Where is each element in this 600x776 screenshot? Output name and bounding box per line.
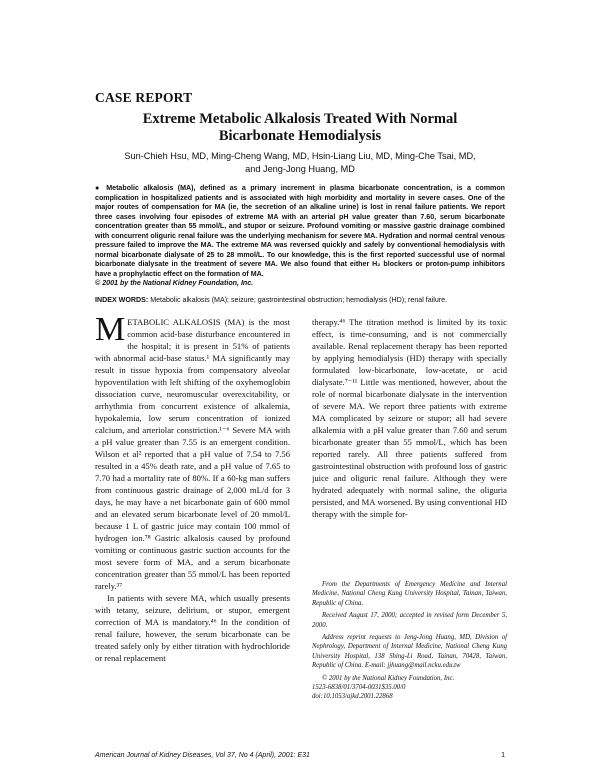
body-paragraph-3: therapy.⁴⁶ The titration method is limited by its toxic effect, is time-consuming, and is not commercially available. Renal replacement therapy has been reported by applying hemodialysis (HD) therapy with specially formulated low-bicarbonate, low-acetate, or acid dialysate.⁷⁻¹¹ Little was mentioned, however, about the role of normal bicarbonate dialysate in the intervention of severe MA. We report three patients with extreme MA complicated by seizure or stupor; all had severe alkalemia with a pH value greater than 7.60 and serum bicarbonate greater than 55 mmol/L, which has been reported rarely. All three patients suffered from gastrointestinal obstruction with profound loss of gastric juice and oliguric renal failure. Although they were hydrated adequately with normal saline, the oliguria persisted, and MA worsened. By using conventional HD therapy with the simple for- bbox=[312, 317, 507, 519]
footnote-copyright-text: © 2001 by the National Kidney Foundation, Inc. bbox=[322, 674, 455, 682]
body-paragraph-2: In patients with severe MA, which usually presents with tetany, seizure, delirium, or stupor, emergent correction of MA is mandatory.⁴⁶ In the condition of renal failure, however, the serum bicarbonate can be treated safely only by either titration with hydrochloride or renal replacement bbox=[95, 593, 290, 663]
index-words-text: Metabolic alkalosis (MA); seizure; gastrointestinal obstruction; hemodialysis (HD); renal failure. bbox=[150, 296, 448, 304]
abstract bbox=[95, 184, 505, 289]
lead-in: ETABOLIC ALKALOSIS bbox=[127, 317, 221, 327]
article-title bbox=[95, 111, 505, 145]
footnote-copyright bbox=[312, 674, 507, 702]
journal-citation: American Journal of Kidney Diseases, Vol 37, No 4 (April), 2001: E31 bbox=[95, 752, 310, 759]
section-label: CASE REPORT bbox=[95, 90, 193, 105]
footnote-address: Address reprint requests to Jeng-Jong Huang, MD, Division of Nephrology, Department of Internal Medicine, National Cheng Kung University Hospital, 138 Shing-Li Road, Tainan, 70428, Taiwan, Republic of China. E-mail: jjhuang@mail.ncku.edu.tw bbox=[312, 634, 507, 670]
author-list bbox=[95, 150, 505, 176]
drop-cap: M bbox=[95, 316, 126, 348]
authors-line-2: and Jeng-Jong Huang, MD bbox=[245, 164, 355, 174]
body-column-right bbox=[312, 316, 507, 560]
footnote-affiliation: From the Departments of Emergency Medicine and Internal Medicine, National Cheng Kung University Hospital, Tainan, Taiwan, Republic of China. bbox=[312, 581, 507, 607]
footnote-received: Received August 17, 2000; accepted in revised form December 5, 2000. bbox=[312, 612, 507, 629]
index-words-label: INDEX WORDS: bbox=[95, 296, 149, 304]
abstract-text: Metabolic alkalosis (MA), defined as a primary increment in plasma bicarbonate concentration, is a common complication in hospitalized patients and is associated with high morbidity and mortality in severe cases. One of the major routes of compensation for MA (ie, the secretion of an alkaline urine) is lost in renal failure patients. We report three cases involving four episodes of extreme MA with an arterial pH value greater than 7.60, serum bicarbonate concentration greater than 55 mmol/L, and stupor or seizure. Profound vomiting or massive gastric drainage combined with concurrent oliguric renal failure was the underlying mechanism for severe MA. Hydration and normal central venous pressure failed to improve the MA. The extreme MA was reversed quickly and safely by conventional hemodialysis with normal bicarbonate dialysate of 25 to 28 mmol/L. To our knowledge, this is the first reported successful use of normal bicarbonate dialysate in the treatment of severe MA. We also found that either H₂ blockers or proton-pump inhibitors have a prophylactic effect on the formation of MA. bbox=[95, 184, 505, 278]
page-number: 1 bbox=[501, 752, 505, 759]
page-footer bbox=[95, 752, 505, 759]
paragraph-1-text: (MA) is the most common acid-base disturbance encountered in the hospital; it is present in 51% of patients with abnormal acid-base status.¹ MA significantly may result in tissue hypoxia from compensatory alveolar hypoventilation with left shifting of the oxyhemoglobin dissociation curve, neuromuscular overexcitability, or arrhythmia from concurrent existence of alkalemia, hypokalemia, low serum concentration of ionized calcium, and arteriolar constriction.¹⁻⁶ Severe MA with a pH value greater than 7.55 is an emergent condition. Wilson et al² reported that a pH value of 7.54 to 7.56 resulted in a 45% death rate, and a pH value of 7.65 to 7.70 had a mortality rate of 80%. If a 60-kg man suffers from continuous gastric drainage of 2,000 mL/d for 3 days, he may have a net bicarbonate gain of 600 mmol and an elevated serum bicarbonate level of 20 mmol/L because 1 L of gastric juice may contain 100 mmol of hydrogen ion.⁷⁸ Gastric alkalosis caused by profound vomiting or continuous gastric suction accounts for the most severe form of MA, and a serum bicarbonate concentration greater than 55 mmol/L has been reported rarely.³⁷ bbox=[95, 317, 290, 591]
abstract-copyright: © 2001 by the National Kidney Foundation, Inc. bbox=[95, 279, 254, 287]
footnote-issn: 1523-6838/01/3704-0031$35.00/0 bbox=[312, 684, 406, 692]
authors-line-1: Sun-Chieh Hsu, MD, Ming-Cheng Wang, MD, Hsin-Liang Liu, MD, Ming-Che Tsai, MD, bbox=[124, 151, 476, 161]
title-line-1: Extreme Metabolic Alkalosis Treated With Normal bbox=[142, 111, 458, 127]
body-paragraph-1 bbox=[95, 316, 290, 592]
footnotes bbox=[312, 580, 507, 705]
index-words bbox=[95, 296, 505, 306]
title-line-2: Bicarbonate Hemodialysis bbox=[218, 128, 382, 144]
body-column-left bbox=[95, 316, 290, 748]
footnote-doi: doi:10.1053/ajkd.2001.22868 bbox=[312, 693, 393, 701]
abstract-bullet-icon: ● bbox=[95, 184, 102, 192]
